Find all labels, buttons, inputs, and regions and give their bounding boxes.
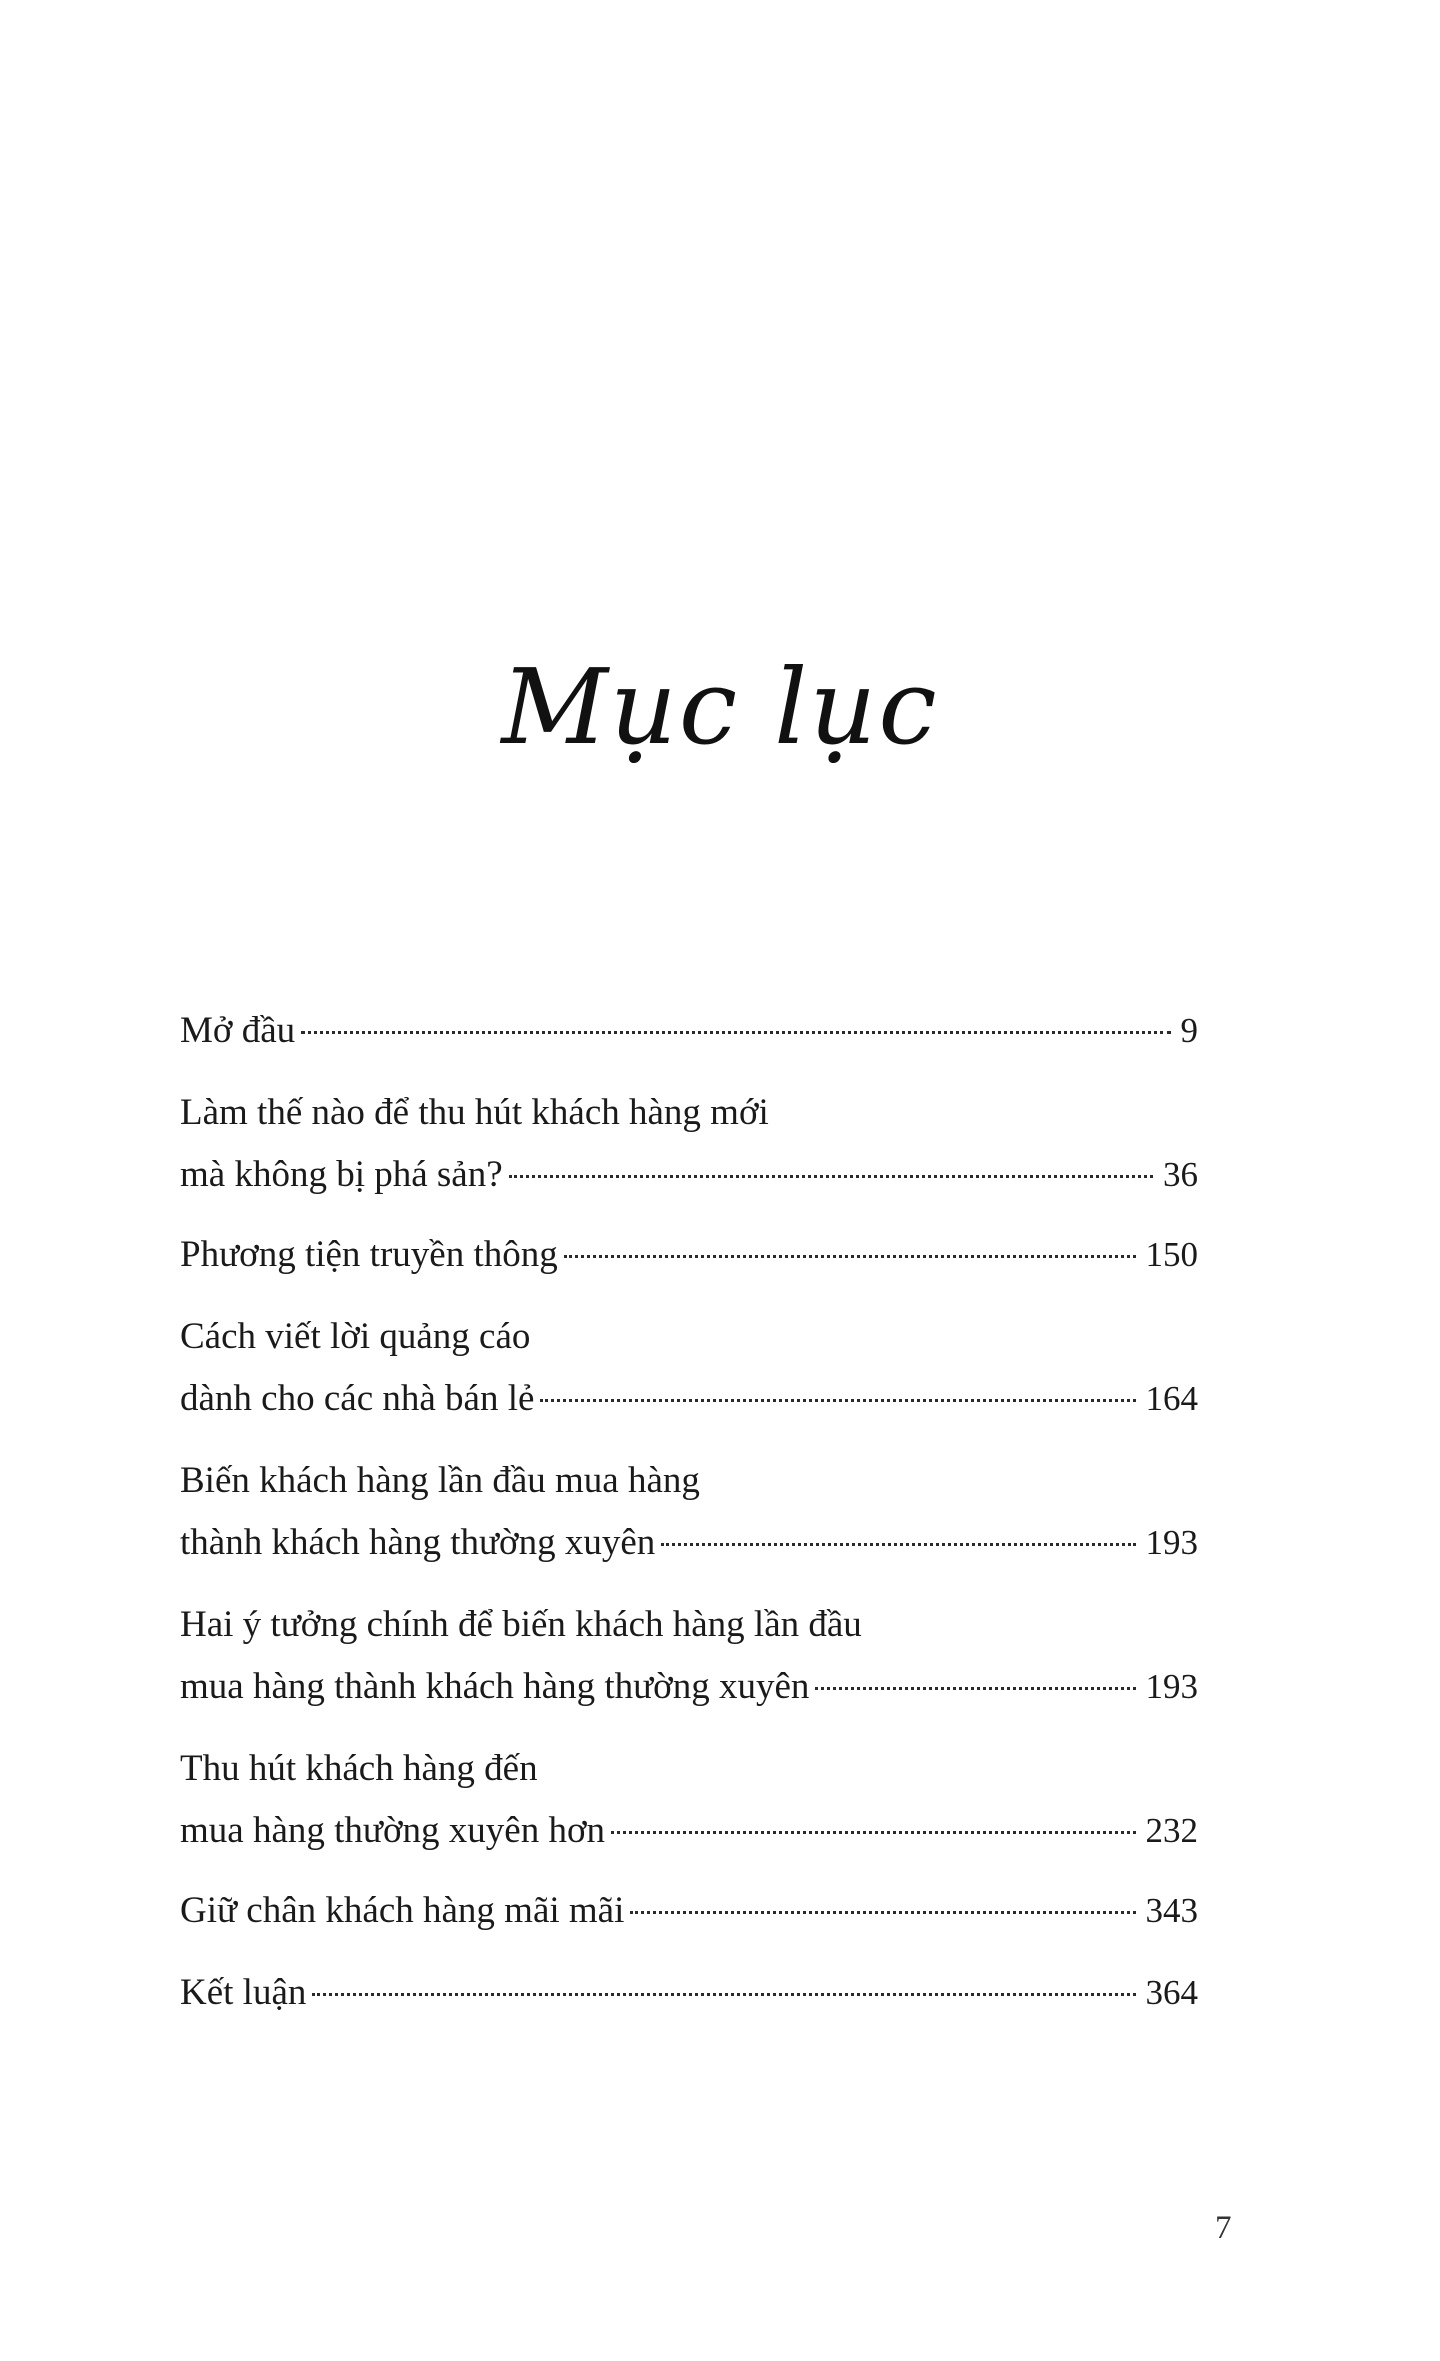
toc-entry-title: mua hàng thành khách hàng thường xuyên <box>180 1666 810 1707</box>
dot-leader <box>661 1543 1135 1546</box>
toc-entry-page: 164 <box>1145 1379 1198 1418</box>
page-title: Mục lục <box>501 646 939 768</box>
toc-entry-title: mà không bị phá sản? <box>180 1154 503 1195</box>
toc-entry-title: Hai ý tưởng chính để biến khách hàng lần đầu <box>180 1604 862 1645</box>
toc-entry-page: 193 <box>1145 1667 1198 1706</box>
toc-entry <box>180 1082 1198 1206</box>
toc-entry-title: thành khách hàng thường xuyên <box>180 1522 656 1563</box>
toc-entry-page: 232 <box>1145 1811 1198 1850</box>
toc-entry-page: 193 <box>1145 1523 1198 1562</box>
toc-entry-line <box>180 1880 1198 1942</box>
toc-entry-title: Biến khách hàng lần đầu mua hàng <box>180 1460 700 1501</box>
toc-entry-line <box>180 1594 1198 1656</box>
toc-entry-line <box>180 1512 1198 1574</box>
toc-entry-line <box>180 1800 1198 1862</box>
dot-leader <box>564 1255 1136 1258</box>
toc-entry <box>180 1000 1198 1062</box>
dot-leader <box>611 1831 1135 1834</box>
dot-leader <box>312 1993 1135 1996</box>
dot-leader <box>540 1399 1135 1402</box>
toc-entry-line <box>180 1962 1198 2024</box>
dot-leader <box>509 1175 1153 1178</box>
toc-entry-page: 364 <box>1145 1973 1198 2012</box>
toc-entry-line <box>180 1368 1198 1430</box>
toc-entry <box>180 1738 1198 1862</box>
toc-entry-line <box>180 1000 1198 1062</box>
toc-entry-page: 343 <box>1145 1891 1198 1930</box>
toc-entry <box>180 1306 1198 1430</box>
page-number: 7 <box>1215 2210 1232 2246</box>
toc-entry <box>180 1962 1198 2024</box>
toc-entry <box>180 1450 1198 1574</box>
toc-entry-page: 36 <box>1163 1155 1198 1194</box>
toc-entry-line <box>180 1306 1198 1368</box>
dot-leader <box>815 1687 1135 1690</box>
toc-entry-line <box>180 1224 1198 1286</box>
toc-entry-title: dành cho các nhà bán lẻ <box>180 1378 535 1419</box>
toc-entry-title: Phương tiện truyền thông <box>180 1234 558 1275</box>
toc-entry-page: 9 <box>1180 1011 1198 1050</box>
toc-entry-title: Kết luận <box>180 1972 307 2013</box>
toc-entry-title: mua hàng thường xuyên hơn <box>180 1810 606 1851</box>
toc-entry-line <box>180 1738 1198 1800</box>
toc-entry-title: Cách viết lời quảng cáo <box>180 1316 531 1357</box>
toc-entry-page: 150 <box>1145 1235 1198 1274</box>
toc-entry-title: Thu hút khách hàng đến <box>180 1748 538 1789</box>
toc-entry <box>180 1880 1198 1942</box>
toc-entry-line <box>180 1656 1198 1718</box>
toc-entry-line <box>180 1082 1198 1144</box>
toc-entry-title: Mở đầu <box>180 1010 296 1051</box>
toc-entry-title: Làm thế nào để thu hút khách hàng mới <box>180 1092 769 1133</box>
toc-entry <box>180 1594 1198 1718</box>
toc-entry <box>180 1224 1198 1286</box>
toc-entry-line <box>180 1450 1198 1512</box>
dot-leader <box>630 1911 1135 1914</box>
dot-leader <box>301 1031 1170 1034</box>
toc-entry-line <box>180 1144 1198 1206</box>
toc-entry-title: Giữ chân khách hàng mãi mãi <box>180 1890 625 1931</box>
